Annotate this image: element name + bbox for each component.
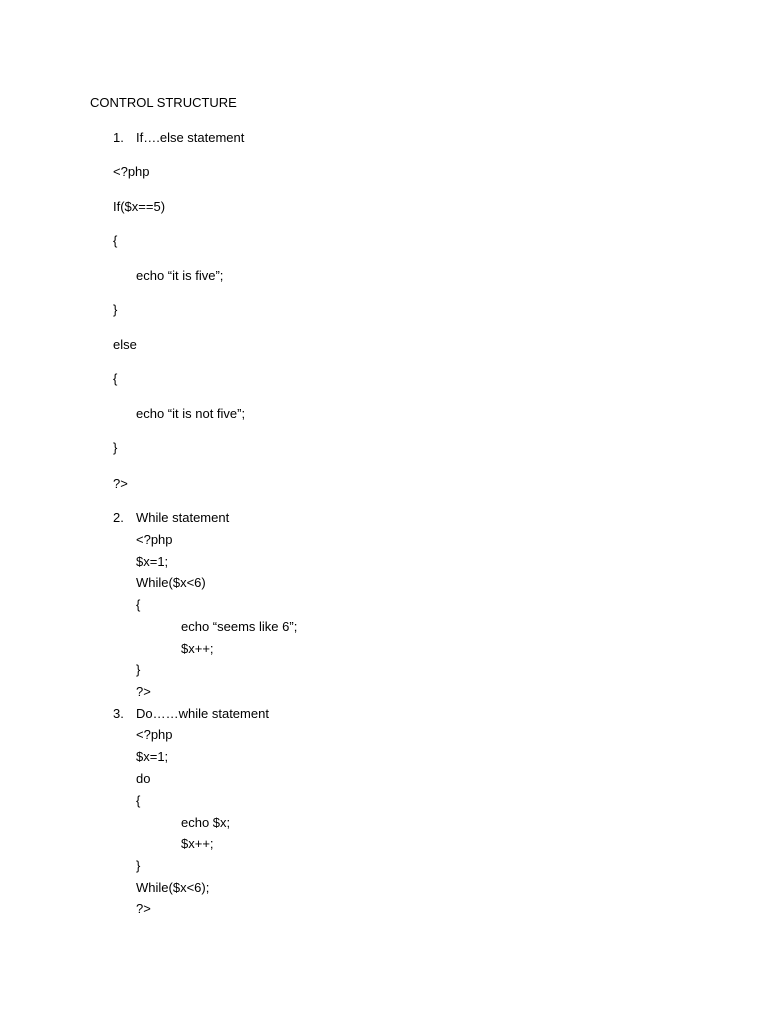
code-line: } [136, 858, 141, 873]
code-line: } [113, 302, 118, 317]
code-line: } [136, 662, 141, 677]
code-line: else [113, 337, 137, 352]
code-line: <?php [136, 727, 173, 742]
code-line: ?> [113, 476, 128, 491]
code-line: ?> [136, 901, 151, 916]
section-2-heading: While statement [136, 510, 230, 525]
code-line: { [113, 233, 118, 248]
code-line: do [136, 771, 151, 786]
code-line: If($x==5) [113, 199, 166, 214]
section-2-number: 2. [113, 510, 124, 525]
code-line: <?php [113, 164, 150, 179]
code-line: $x++; [181, 641, 214, 656]
code-line: { [136, 597, 141, 612]
code-line: { [113, 371, 118, 386]
code-line: echo “it is five”; [136, 268, 224, 283]
code-line: echo “seems like 6”; [181, 619, 298, 634]
code-line: $x=1; [136, 554, 169, 569]
document-title: CONTROL STRUCTURE [90, 95, 237, 110]
code-line: While($x<6) [136, 575, 206, 590]
code-line: echo “it is not five”; [136, 406, 246, 421]
code-line: While($x<6); [136, 880, 210, 895]
section-1-heading: If….else statement [136, 130, 245, 145]
code-line: <?php [136, 532, 173, 547]
code-line: ?> [136, 684, 151, 699]
code-line: $x++; [181, 836, 214, 851]
code-line: $x=1; [136, 749, 169, 764]
code-line: echo $x; [181, 815, 231, 830]
code-line: { [136, 793, 141, 808]
code-line: } [113, 440, 118, 455]
section-3-number: 3. [113, 706, 124, 721]
section-3-heading: Do……while statement [136, 706, 269, 721]
section-1-number: 1. [113, 130, 124, 145]
